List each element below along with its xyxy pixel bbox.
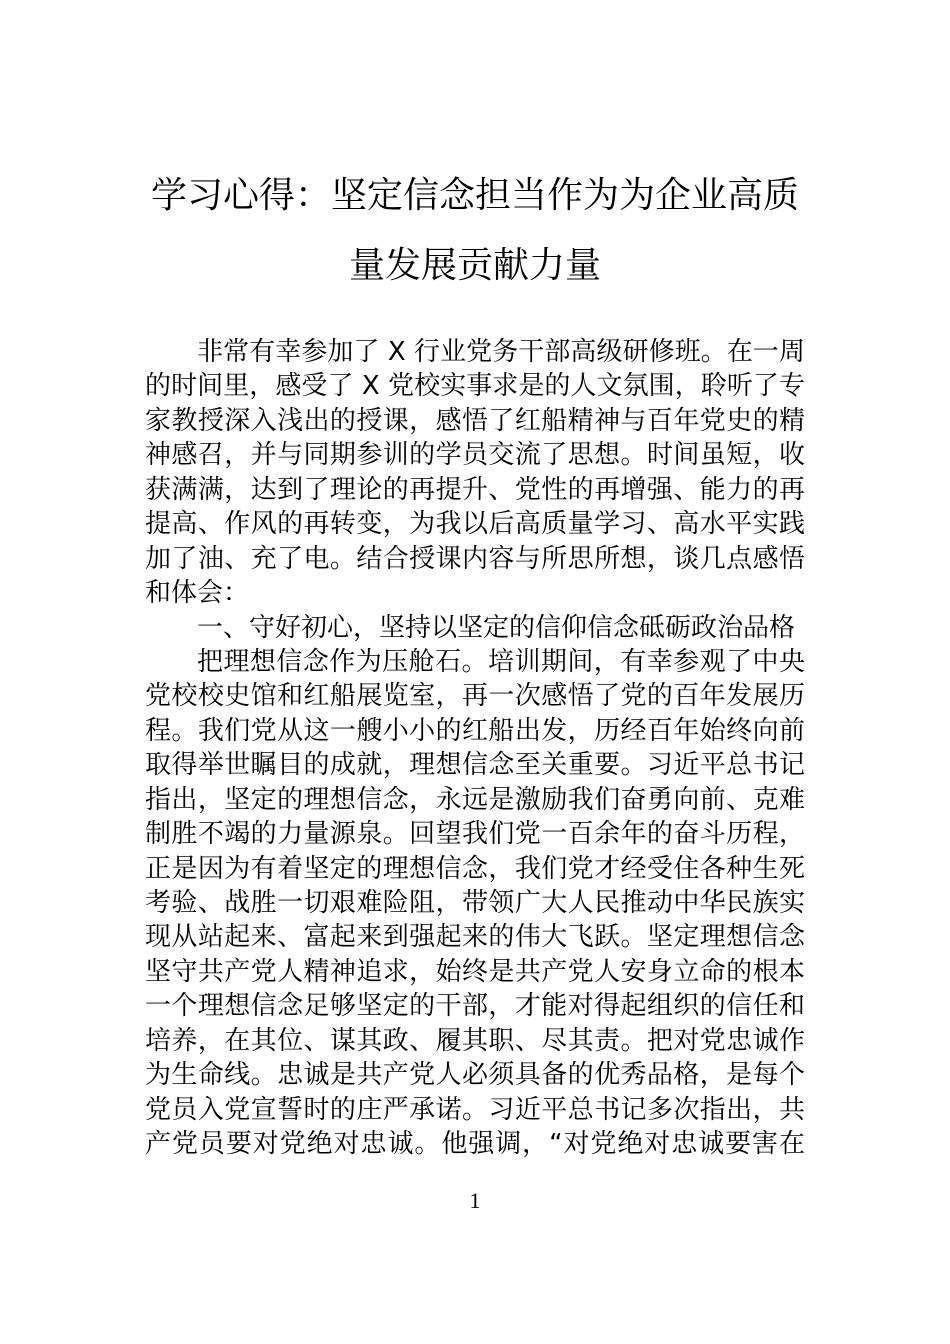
paragraph-line: 产党员要对党绝对忠诚。他强调，“对党绝对忠诚要害在 (145, 1129, 805, 1160)
paragraph-line: 坚守共产党人精神追求，始终是共产党人安身立命的根本 (145, 956, 805, 987)
paragraph-line: 培养，在其位、谋其政、履其职、尽其责。把对党忠诚作 (145, 1025, 805, 1056)
page-number: 1 (469, 1188, 481, 1213)
paragraph-line: 现从站起来、富起来到强起来的伟大飞跃。坚定理想信念 (145, 922, 805, 953)
paragraph-line: 为生命线。忠诚是共产党人必须具备的优秀品格，是每个 (145, 1060, 805, 1091)
paragraph-line: 的时间里，感受了 X 党校实事求是的人文氛围，聆听了专 (145, 371, 805, 402)
paragraph-line: 指出，坚定的理想信念，永远是激励我们奋勇向前、克难 (145, 784, 805, 815)
paragraph-line: 取得举世瞩目的成就，理想信念至关重要。习近平总书记 (145, 750, 805, 781)
paragraph-line: 家教授深入浅出的授课，感悟了红船精神与百年党史的精 (145, 405, 805, 436)
paragraph-line: 加了油、充了电。结合授课内容与所思所想，谈几点感悟 (145, 543, 805, 574)
paragraph-line: 非常有幸参加了 X 行业党务干部高级研修班。在一周 (197, 337, 805, 367)
paragraph-line: 和体会： (145, 578, 250, 609)
paragraph-line: 党校校史馆和红船展览室，再一次感悟了党的百年发展历 (145, 681, 805, 712)
document-body (145, 335, 805, 1162)
document-title-line-1: 学习心得：坚定信念担当作为为企业高质 (150, 175, 799, 216)
paragraph-line: 获满满，达到了理论的再提升、党性的再增强、能力的再 (145, 474, 805, 505)
paragraph-line: 考验、战胜一切艰难险阻，带领广大人民推动中华民族实 (145, 888, 805, 918)
document-title-line-2: 量发展贡献力量 (348, 245, 601, 286)
paragraph-line: 提高、作风的再转变，为我以后高质量学习、高水平实践 (145, 509, 805, 540)
section-heading: 一、守好初心，坚持以坚定的信仰信念砥砺政治品格 (197, 612, 796, 643)
paragraph-line: 神感召，并与同期参训的学员交流了思想。时间虽短，收 (145, 440, 805, 471)
paragraph-line: 程。我们党从这一艘小小的红船出发，历经百年始终向前 (145, 715, 805, 746)
paragraph-line: 一个理想信念足够坚定的干部，才能对得起组织的信任和 (145, 991, 805, 1022)
paragraph-line: 制胜不竭的力量源泉。回望我们党一百余年的奋斗历程， (145, 819, 805, 850)
paragraph-line: 正是因为有着坚定的理想信念，我们党才经受住各种生死 (145, 853, 805, 884)
paragraph-line: 把理想信念作为压舱石。培训期间，有幸参观了中央 (197, 646, 805, 677)
paragraph-line: 党员入党宣誓时的庄严承诺。习近平总书记多次指出，共 (145, 1094, 805, 1125)
